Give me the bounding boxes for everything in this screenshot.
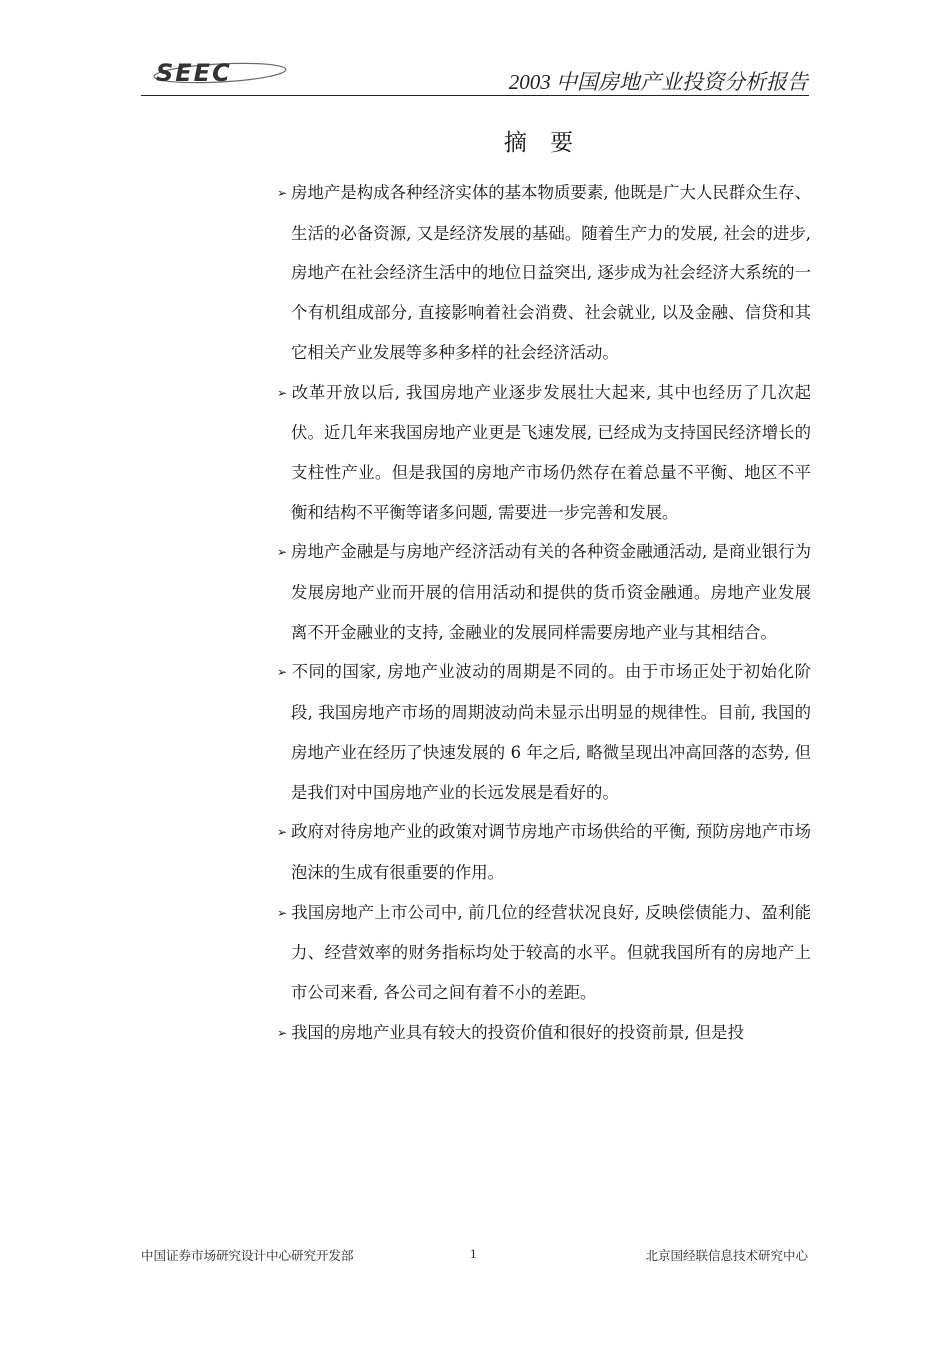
footer-organization-right: 北京国经联信息技术研究中心	[645, 1248, 808, 1263]
bullet-text: 我国的房地产业具有较大的投资价值和很好的投资前景, 但是投	[291, 1022, 744, 1042]
bullet-item	[259, 652, 811, 812]
bullet-item	[259, 812, 811, 892]
seec-logo	[150, 55, 290, 89]
arrow-bullet-icon: ➢	[277, 186, 288, 200]
bullet-item	[259, 532, 811, 652]
header-divider	[141, 95, 809, 96]
abstract-title: 摘 要	[503, 130, 582, 156]
bullet-text: 改革开放以后, 我国房地产业逐步发展壮大起来, 其中也经历了几次起伏。近几年来我国房地产业更是飞速发展, 已经成为支持国民经济增长的支柱性产业。但是我国的房地产市场仍然存在着总量不平衡、地区不平衡和结构不平衡等诸多问题, 需要进一步完善和发展。	[291, 382, 811, 522]
bullet-item	[259, 1013, 811, 1054]
bullet-item	[259, 173, 811, 373]
bullet-text: 不同的国家, 房地产业波动的周期是不同的。由于市场正处于初始化阶段, 我国房地产市场的周期波动尚未显示出明显的规律性。目前, 我国的房地产业在经历了快速发展的 6 年之后, 略微呈现出冲高回落的态势, 但是我们对中国房地产业的长远发展是看好的。	[291, 662, 811, 802]
bullet-text: 房地产是构成各种经济实体的基本物质要素, 他既是广大人民群众生存、生活的必备资源, 又是经济发展的基础。随着生产力的发展, 社会的进步, 房地产在社会经济生活中的地位日益突出, 逐步成为社会经济大系统的一个有机组成部分, 直接影响着社会消费、社会就业, 以及金融、信贷和其它相关产业发展等多种多样的社会经济活动。	[291, 183, 811, 362]
arrow-bullet-icon: ➢	[277, 905, 288, 920]
bullet-item	[259, 373, 811, 533]
abstract-bullet-list	[259, 173, 811, 1053]
arrow-bullet-icon: ➢	[277, 385, 288, 400]
bullet-text: 房地产金融是与房地产经济活动有关的各种资金融通活动, 是商业银行为发展房地产业而开展的信用活动和提供的货币资金融通。房地产业发展离不开金融业的支持, 金融业的发展同样需要房地产业与其相结合。	[291, 542, 811, 642]
arrow-bullet-icon: ➢	[277, 665, 288, 680]
arrow-bullet-icon: ➢	[277, 545, 288, 560]
arrow-bullet-icon: ➢	[277, 825, 288, 840]
logo-text: SEEC	[156, 59, 232, 87]
arrow-bullet-icon: ➢	[277, 1025, 288, 1040]
footer-organization-left: 中国证券市场研究设计中心研究开发部	[141, 1248, 354, 1263]
bullet-text: 我国房地产上市公司中, 前几位的经营状况良好, 反映偿债能力、盈利能力、经营效率的财务指标均处于较高的水平。但就我国所有的房地产上市公司来看, 各公司之间有着不小的差距。	[291, 902, 811, 1003]
bullet-text: 政府对待房地产业的政策对调节房地产市场供给的平衡, 预防房地产市场泡沫的生成有很重要的作用。	[291, 822, 811, 882]
report-header-title: 2003 中国房地产业投资分析报告	[508, 70, 808, 94]
bullet-item	[259, 893, 811, 1013]
page-number: 1	[470, 1246, 477, 1261]
